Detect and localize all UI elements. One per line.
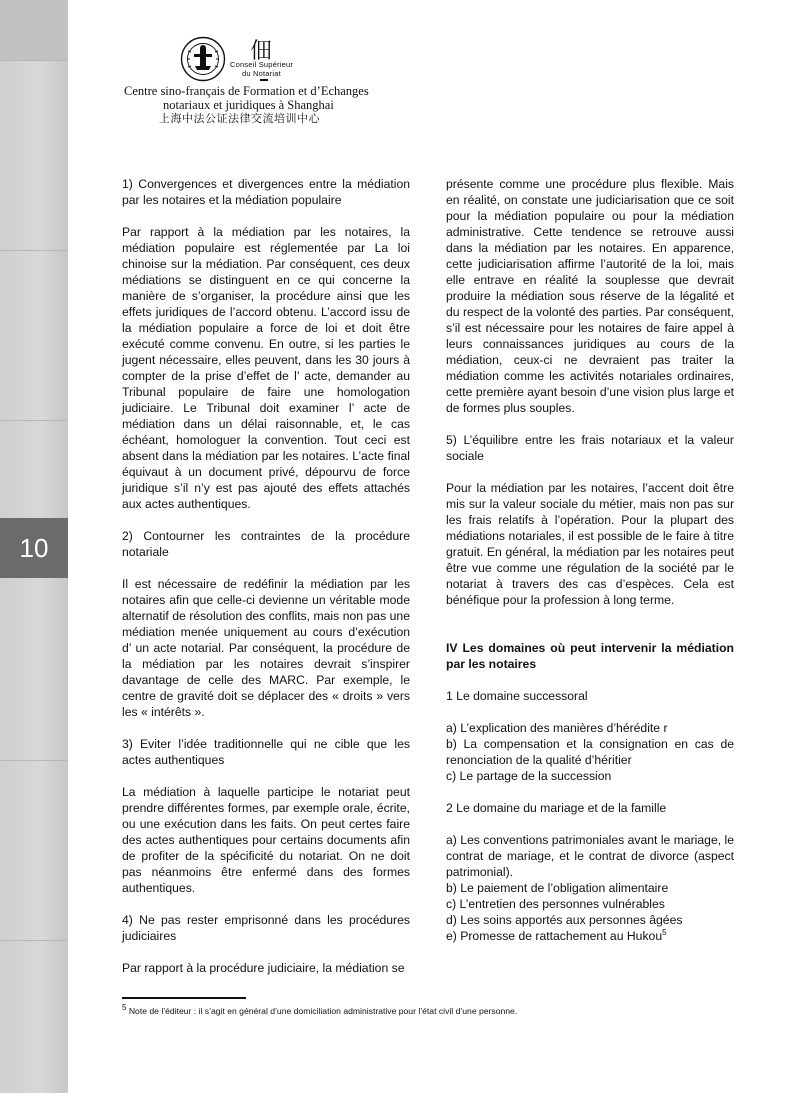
footnote-text: Note de l’éditeur : il s’agit en général d’une domiciliation administrative pour l’état civil d’une personne. bbox=[126, 1006, 518, 1016]
subheading: 3) Eviter l’idée traditionnelle qui ne cible que les actes authentiques bbox=[122, 737, 410, 767]
paragraph: Pour la médiation par les notaires, l’accent doit être mis sur la valeur sociale du métier, mais non pas sur les frais relatifs à l’opération. Pour la plupart des médiations notariales, il est possible de le faire à titre gratuit. En général, la médiation par les notaires peut être vue comme une régulation de la société par le notariat à travers des cas d’espèces. Cela est bénéfique pour la profession à long terme. bbox=[446, 481, 734, 607]
sidebar-divider bbox=[0, 760, 68, 761]
list-item: b) Le paiement de l’obligation alimentaire bbox=[446, 881, 669, 895]
sidebar-divider bbox=[0, 420, 68, 421]
header-line-3: 上海中法公证法律交流培训中心 bbox=[159, 112, 320, 125]
subheading: 2 Le domaine du mariage et de la famille bbox=[446, 801, 667, 815]
paragraph: Par rapport à la procédure judiciaire, la médiation se bbox=[122, 961, 405, 975]
subheading: 2) Contourner les contraintes de la procédure notariale bbox=[122, 529, 410, 559]
header-line-2: notariaux et juridiques à Shanghai bbox=[163, 98, 334, 112]
list-item: b) La compensation et la consignation en cas de renonciation de la qualité d’héritier bbox=[446, 737, 734, 767]
sidebar-divider bbox=[0, 250, 68, 251]
paragraph: présente comme une procédure plus flexible. Mais en réalité, on constate une judiciarisation que ce soit pour la médiation populaire ou pour la médiation administrative. Cette tendence se retrouve aussi dans la médiation par les notaires. En apparence, cette judiciarisation affirme l’autorité de la loi, mais elle entrave en réalité la souplesse que devrait produire la médiation sous réserve de la légalité et du respect de la volonté des parties. Par conséquent, s’il est nécessaire pour les notaires de faire appel à leurs connaissances juridiques au cours de la médiation, ceux-ci ne devraient pas traiter la médiation comme les activités notariales ordinaires, cette première ayant besoin d’une vision plus large et de formes plus souples. bbox=[446, 177, 734, 415]
sidebar-divider bbox=[0, 60, 68, 61]
list-item: a) L’explication des manières d’hérédite r bbox=[446, 721, 668, 735]
footnote-divider bbox=[122, 997, 246, 999]
list-item: a) Les conventions patrimoniales avant le mariage, le contrat de mariage, et le contrat de divorce (aspect patrimonial). bbox=[446, 833, 734, 879]
footnote-reference[interactable]: 5 bbox=[662, 927, 667, 937]
right-column bbox=[446, 176, 734, 944]
subheading: 4) Ne pas rester emprisonné dans les procédures judiciaires bbox=[122, 913, 410, 943]
page-number: 10 bbox=[19, 532, 49, 563]
csn-monogram-icon: 佃 bbox=[250, 39, 273, 64]
csn-logo-bar bbox=[260, 79, 268, 81]
csn-logo bbox=[230, 34, 302, 82]
footnote bbox=[122, 1003, 518, 1016]
list-item: c) Le partage de la succession bbox=[446, 769, 612, 783]
paragraph: Par rapport à la médiation par les notaires, la médiation populaire est réglementée par La loi chinoise sur la médiation. Par conséquent, ces deux médiations se distinguent en ce qui concerne la manière de s’organiser, la procédure ainsi que les effets juridiques de l’accord obtenu. L’accord issu de la médiation populaire a force de loi et doit être exécuté comme convenu. En outre, si les parties le jugent nécessaire, elles peuvent, dans les 30 jours à compter de la prise d’effet de l’ acte, demander au Tribunal populaire de faire une homologation judiciaire. Le Tribunal doit examiner l’ acte de médiation dans un délai raisonnable, et, le cas échéant, homologuer la convention. Tout ceci est absent dans la médiation par les notaires. L’acte final équivaut à un document privé, dépourvu de force juridique s’il n’y est pas ajouté des effets attachés aux actes authentiques. bbox=[122, 225, 410, 511]
header-line-1: Centre sino-français de Formation et d’Echanges bbox=[124, 84, 369, 98]
csn-logo-line1: Conseil Supérieur bbox=[230, 60, 294, 69]
page-number-tab bbox=[0, 518, 68, 578]
paragraph: Il est nécessaire de redéfinir la médiation par les notaires afin que celle-ci devienne un véritable mode alternatif de résolution des conflits, mais non pas une médiation menée uniquement au cours d’exécution d’ un acte notarial. Par conséquent, la procédure de la médiation par les notaires devrait s’inspirer davantage de celle des MARC. Par exemple, le centre de gravité doit se déplacer des « droits » vers les « intérêts ». bbox=[122, 577, 410, 719]
list-item: d) Les soins apportés aux personnes âgées bbox=[446, 913, 683, 927]
document-header bbox=[124, 84, 384, 126]
notary-seal-logo bbox=[180, 36, 226, 82]
subheading: 1 Le domaine successoral bbox=[446, 689, 588, 703]
list-item bbox=[446, 928, 734, 944]
paragraph: La médiation à laquelle participe le notariat peut prendre différentes formes, par exemple orale, écrite, ou une exécution dans les faits. On peut certes faire des actes authentiques pour certains documents afin de profiter de la spécificité du notariat. On ne doit pas néanmoins être enfermé dans des formes authentiques. bbox=[122, 785, 410, 895]
list-item: c) L’entretien des personnes vulnérables bbox=[446, 897, 665, 911]
left-column bbox=[122, 176, 410, 992]
sidebar-divider bbox=[0, 940, 68, 941]
subheading: 1) Convergences et divergences entre la médiation par les notaires et la médiation populaire bbox=[122, 177, 410, 207]
csn-logo-line2: du Notariat bbox=[242, 69, 281, 78]
section-title: IV Les domaines où peut intervenir la médiation par les notaires bbox=[446, 641, 734, 671]
subheading: 5) L’équilibre entre les frais notariaux et la valeur sociale bbox=[446, 433, 734, 463]
sidebar-top-shade bbox=[0, 0, 68, 60]
list-item-text: e) Promesse de rattachement au Hukou bbox=[446, 929, 663, 943]
footnote-marker: 5 bbox=[122, 1003, 127, 1013]
